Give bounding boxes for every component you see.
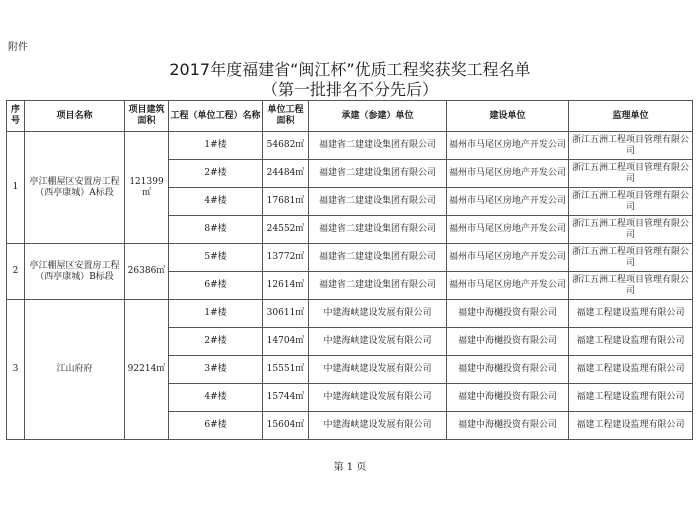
contractor-cell: 中建海峡建设发展有限公司 — [309, 384, 447, 412]
supervisor-cell: 福建工程建设监理有限公司 — [569, 356, 693, 384]
developer-cell: 福州市马尾区房地产开发公司 — [447, 244, 569, 272]
developer-cell: 福州市马尾区房地产开发公司 — [447, 132, 569, 160]
unit-area-cell: 15604㎡ — [263, 412, 309, 440]
project-area-cell: 121399㎡ — [125, 132, 169, 244]
sub-project-cell: 2#楼 — [169, 328, 263, 356]
table-row — [7, 300, 693, 328]
project-area-cell: 26386㎡ — [125, 244, 169, 300]
developer-cell: 福州市马尾区房地产开发公司 — [447, 160, 569, 188]
project-name-cell: 亭江棚屋区安置房工程（西亭康城）A标段 — [25, 132, 125, 244]
supervisor-cell: 福建工程建设监理有限公司 — [569, 384, 693, 412]
unit-area-cell: 24484㎡ — [263, 160, 309, 188]
contractor-cell: 福建省二建建设集团有限公司 — [309, 132, 447, 160]
table-row — [7, 244, 693, 272]
header-supervisor: 监理单位 — [569, 101, 693, 132]
contractor-cell: 福建省二建建设集团有限公司 — [309, 216, 447, 244]
developer-cell: 福建中海樾投资有限公司 — [447, 300, 569, 328]
contractor-cell: 福建省二建建设集团有限公司 — [309, 272, 447, 300]
sub-project-cell: 2#楼 — [169, 160, 263, 188]
sub-project-cell: 4#楼 — [169, 384, 263, 412]
supervisor-cell: 福建工程建设监理有限公司 — [569, 328, 693, 356]
unit-area-cell: 24552㎡ — [263, 216, 309, 244]
unit-area-cell: 12614㎡ — [263, 272, 309, 300]
sub-project-cell: 6#楼 — [169, 272, 263, 300]
contractor-cell: 中建海峡建设发展有限公司 — [309, 300, 447, 328]
supervisor-cell: 浙江五洲工程项目管理有限公司 — [569, 272, 693, 300]
unit-area-cell: 54682㎡ — [263, 132, 309, 160]
unit-area-cell: 17681㎡ — [263, 188, 309, 216]
sub-project-cell: 1#楼 — [169, 132, 263, 160]
project-name-cell: 亭江棚屋区安置房工程（西亭康城）B标段 — [25, 244, 125, 300]
header-contractor: 承建（参建）单位 — [309, 101, 447, 132]
contractor-cell: 福建省二建建设集团有限公司 — [309, 244, 447, 272]
supervisor-cell: 浙江五洲工程项目管理有限公司 — [569, 216, 693, 244]
supervisor-cell: 福建工程建设监理有限公司 — [569, 412, 693, 440]
unit-area-cell: 15744㎡ — [263, 384, 309, 412]
header-project-area: 项目建筑面积 — [125, 101, 169, 132]
contractor-cell: 中建海峡建设发展有限公司 — [309, 328, 447, 356]
developer-cell: 福建中海樾投资有限公司 — [447, 356, 569, 384]
header-sub-project: 工程（单位工程）名称 — [169, 101, 263, 132]
table-header-row — [7, 101, 693, 132]
header-developer: 建设单位 — [447, 101, 569, 132]
award-table — [6, 100, 693, 440]
attachment-label: 附件 — [8, 42, 28, 53]
sub-project-cell: 5#楼 — [169, 244, 263, 272]
developer-cell: 福州市马尾区房地产开发公司 — [447, 272, 569, 300]
unit-area-cell: 15551㎡ — [263, 356, 309, 384]
contractor-cell: 中建海峡建设发展有限公司 — [309, 412, 447, 440]
seq-cell: 2 — [7, 244, 25, 300]
header-seq: 序号 — [7, 101, 25, 132]
sub-project-cell: 4#楼 — [169, 188, 263, 216]
developer-cell: 福州市马尾区房地产开发公司 — [447, 188, 569, 216]
document-title: 2017年度福建省“闽江杯”优质工程奖获奖工程名单 — [169, 60, 531, 79]
sub-project-cell: 6#楼 — [169, 412, 263, 440]
supervisor-cell: 浙江五洲工程项目管理有限公司 — [569, 160, 693, 188]
developer-cell: 福建中海樾投资有限公司 — [447, 384, 569, 412]
sub-project-cell: 8#楼 — [169, 216, 263, 244]
sub-project-cell: 3#楼 — [169, 356, 263, 384]
unit-area-cell: 14704㎡ — [263, 328, 309, 356]
unit-area-cell: 13772㎡ — [263, 244, 309, 272]
document-subtitle: （第一批排名不分先后） — [261, 80, 438, 99]
developer-cell: 福建中海樾投资有限公司 — [447, 412, 569, 440]
contractor-cell: 福建省二建建设集团有限公司 — [309, 160, 447, 188]
supervisor-cell: 浙江五洲工程项目管理有限公司 — [569, 244, 693, 272]
page-number: 第 1 页 — [333, 462, 367, 473]
unit-area-cell: 30611㎡ — [263, 300, 309, 328]
seq-cell: 1 — [7, 132, 25, 244]
supervisor-cell: 浙江五洲工程项目管理有限公司 — [569, 188, 693, 216]
project-name-cell: 江山府府 — [25, 300, 125, 440]
header-unit-area: 单位工程面积 — [263, 101, 309, 132]
table-row — [7, 132, 693, 160]
supervisor-cell: 浙江五洲工程项目管理有限公司 — [569, 132, 693, 160]
seq-cell: 3 — [7, 300, 25, 440]
supervisor-cell: 福建工程建设监理有限公司 — [569, 300, 693, 328]
project-area-cell: 92214㎡ — [125, 300, 169, 440]
sub-project-cell: 1#楼 — [169, 300, 263, 328]
developer-cell: 福建中海樾投资有限公司 — [447, 328, 569, 356]
contractor-cell: 福建省二建建设集团有限公司 — [309, 188, 447, 216]
contractor-cell: 中建海峡建设发展有限公司 — [309, 356, 447, 384]
developer-cell: 福州市马尾区房地产开发公司 — [447, 216, 569, 244]
header-project: 项目名称 — [25, 101, 125, 132]
